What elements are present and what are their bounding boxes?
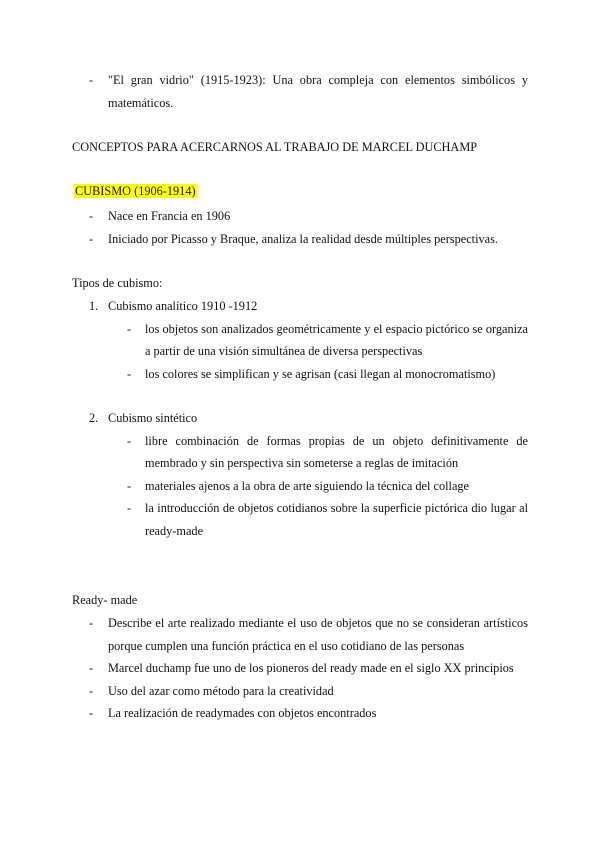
list-item [0,497,600,542]
types-label: Tipos de cubismo: [72,276,163,290]
bullet-dash: - [127,321,132,336]
cubismo-type-2 [0,407,600,542]
list-item-text: la introducción de objetos cotidianos sobre la superficie pictórica dio lugar al ready-made [145,501,528,538]
section-title: CONCEPTOS PARA ACERCARNOS AL TRABAJO DE MARCEL DUCHAMP [72,140,478,154]
bullet-dash: - [127,478,132,493]
item-title: Cubismo sintético [108,411,198,425]
list-item [0,205,600,228]
bullet-dash: - [89,683,94,698]
list-item [0,657,600,680]
numbered-item [0,295,600,318]
list-item [0,680,600,703]
item-number: 2. [89,411,99,425]
cubismo-heading [0,180,600,203]
list-item-text: Describe el arte realizado mediante el uso de objetos que no se consideran artísticos porque cumplen una función práctica en el uso cotidiano de las personas [108,616,528,653]
bullet-dash: - [127,433,132,448]
list-item-text: los objetos son analizados geométricamente y el espacio pictórico se organiza a partir de una visión simultánea de diversa perspectivas [145,321,528,358]
bullet-dash: - [89,706,94,720]
ready-made-bullets [0,612,600,725]
list-item-text: Uso del azar como método para la creatividad [108,683,334,698]
bullet-dash: - [89,231,94,246]
intro-bullet-text: "El gran vidrio" (1915-1923): Una obra compleja con elementos simbólicos y matemáticos. [108,73,528,110]
bullet-dash: - [127,366,132,381]
intro-bullet [0,69,600,114]
list-item [0,612,600,657]
numbered-item [0,407,600,430]
list-item [0,475,600,498]
list-item-text: materiales ajenos a la obra de arte siguiendo la técnica del collage [145,478,470,493]
bullet-dash: - [89,73,94,87]
list-item-text: La realización de readymades con objetos encontrados [108,706,377,720]
bullet-dash: - [127,501,132,515]
bullet-dash: - [89,209,94,223]
list-item [0,702,600,725]
list-item-text: Iniciado por Picasso y Braque, analiza la realidad desde múltiples perspectivas. [108,231,498,246]
list-item-text: los colores se simplifican y se agrisan (casi llegan al monocromatismo) [145,366,496,381]
list-item-text: Marcel duchamp fue uno de los pioneros del ready made en el siglo XX principios [108,661,514,675]
list-item [0,363,600,386]
highlighted-heading: CUBISMO (1906-1914) [75,184,196,198]
cubismo-bullets [0,205,600,250]
list-item [0,228,600,251]
list-item-text: Nace en Francia en 1906 [108,209,231,223]
list-item [0,69,600,114]
bullet-dash: - [89,661,94,675]
item-title: Cubismo analítico 1910 -1912 [108,299,258,313]
list-item [0,430,600,475]
ready-made-heading: Ready- made [72,593,138,607]
list-item-text: libre combinación de formas propias de un objeto definitivamente de membrado y sin perspectiva sin someterse a reglas de imitación [145,433,528,470]
bullet-dash: - [89,616,94,630]
cubismo-type-1 [0,295,600,385]
item-number: 1. [89,299,99,313]
list-item [0,318,600,363]
